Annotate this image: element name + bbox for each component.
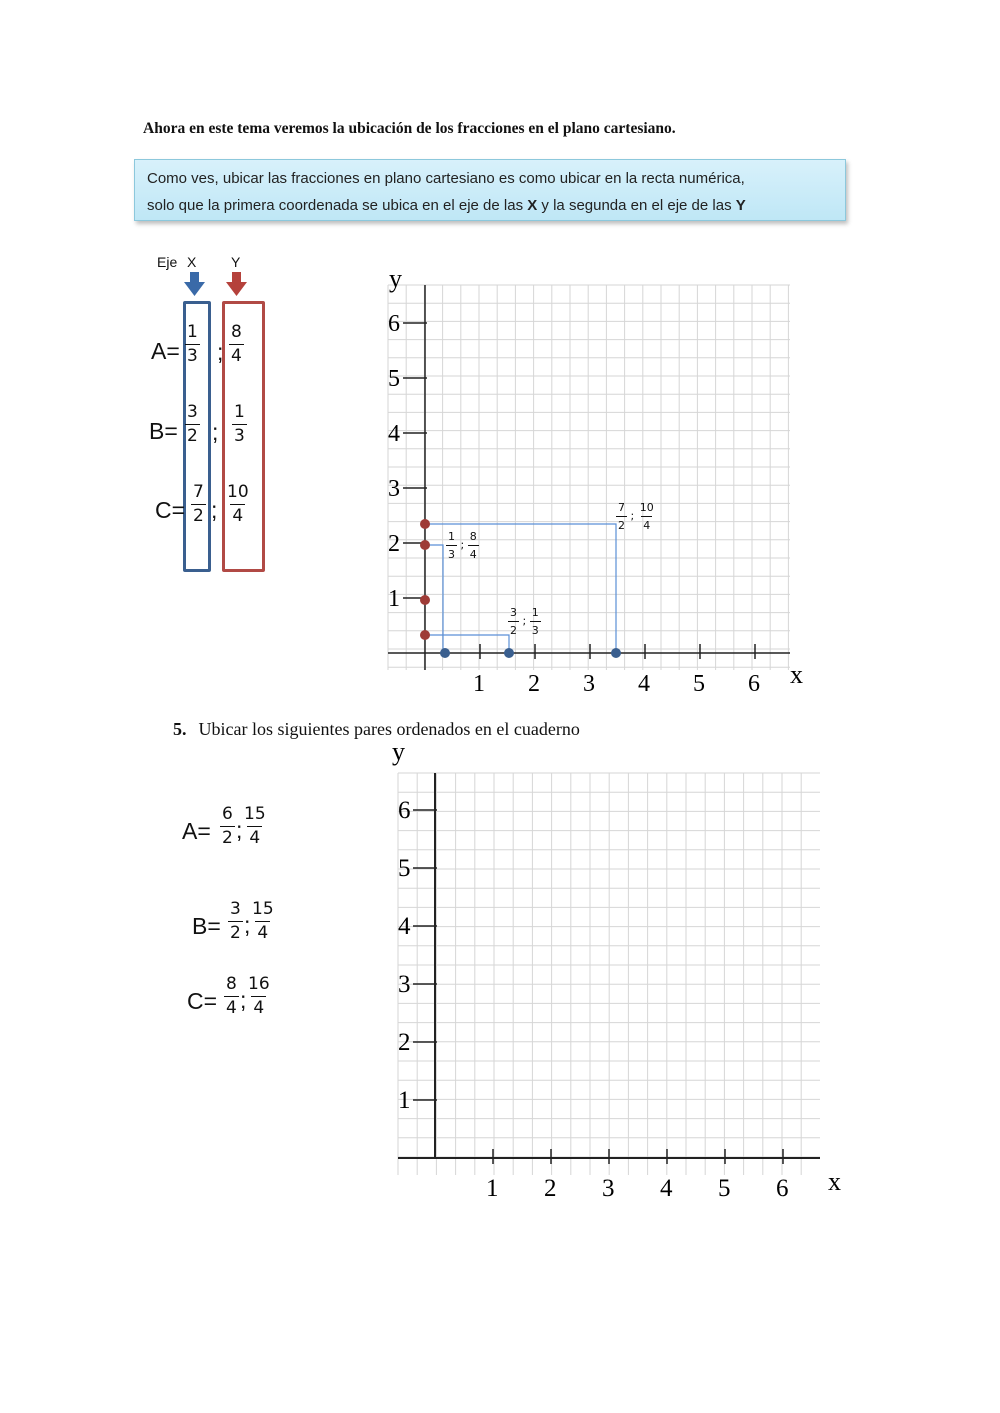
point-label: C= xyxy=(155,497,186,523)
x-fraction: $\frac{3}{2}$ xyxy=(187,402,198,446)
x-tick-label: 4 xyxy=(638,671,650,697)
page-title: Ahora en este tema veremos la ubicación de los fracciones en el plano cartesiano. xyxy=(143,120,676,137)
x-fraction: $\frac{6}{2}$ xyxy=(222,804,233,848)
y-fraction: $\frac{15}{4}$ xyxy=(244,804,266,848)
y-axis-label: y xyxy=(389,264,402,293)
arrow-icons xyxy=(180,270,270,300)
x-tick-label: 6 xyxy=(748,671,760,697)
arrow-down-icon-y xyxy=(226,272,247,296)
y-fraction: $\frac{15}{4}$ xyxy=(252,899,274,943)
x-fraction: $\frac{8}{4}$ xyxy=(226,974,237,1018)
y-fraction: $\frac{16}{4}$ xyxy=(248,974,270,1018)
y-tick-label: 6 xyxy=(388,311,400,337)
y-tick-label: 1 xyxy=(388,586,400,612)
x-fraction: $\frac{3}{2}$ xyxy=(230,899,241,943)
x-tick-label: 2 xyxy=(544,1175,557,1202)
annotation-a: $\frac{1}{3}$ ; $\frac{8}{4}$ xyxy=(448,530,477,561)
legend-eje: Eje xyxy=(157,254,178,270)
point-x-a xyxy=(440,648,450,658)
x-tick-label: 5 xyxy=(718,1175,731,1202)
point-label: A= xyxy=(182,818,211,844)
point-x-c xyxy=(611,648,621,658)
y-tick-label: 2 xyxy=(388,531,400,557)
guide-b xyxy=(425,635,509,653)
point-y-b-ref xyxy=(420,595,430,605)
grid xyxy=(398,773,820,1175)
callout-line-1: Como ves, ubicar las fracciones en plano cartesiano es como ubicar en la recta numérica, xyxy=(147,170,745,187)
annotation-b: $\frac{3}{2}$ ; $\frac{1}{3}$ xyxy=(510,606,539,637)
y-fraction: $\frac{8}{4}$ xyxy=(231,322,242,366)
grid xyxy=(388,285,790,670)
point-label: A= xyxy=(151,338,180,364)
point-label: B= xyxy=(149,418,178,444)
x-tick-label: 6 xyxy=(776,1175,789,1202)
x-tick-label: 1 xyxy=(473,671,485,697)
point-y-b xyxy=(420,630,430,640)
x-axis-label: x xyxy=(828,1167,841,1196)
cartesian-plane-exercise xyxy=(380,740,860,1210)
point-y-c xyxy=(420,519,430,529)
x-tick-label: 1 xyxy=(486,1175,499,1202)
annotation-c: $\frac{7}{2}$ ; $\frac{10}{4}$ xyxy=(618,501,654,532)
callout-y: Y xyxy=(735,197,746,214)
separator: ; xyxy=(236,817,243,843)
callout-line-2 xyxy=(147,192,833,219)
x-tick-label: 2 xyxy=(528,671,540,697)
info-callout xyxy=(134,159,846,221)
arrow-down-icon-x xyxy=(184,272,205,296)
y-tick-label: 4 xyxy=(388,421,400,447)
exercise-text: Ubicar los siguientes pares ordenados en el cuaderno xyxy=(198,719,580,739)
cartesian-plane-example xyxy=(370,255,820,700)
exercise-heading xyxy=(173,719,580,740)
point-label: C= xyxy=(187,988,218,1014)
y-tick-label: 4 xyxy=(398,913,411,940)
y-tick-label: 1 xyxy=(398,1087,411,1114)
y-tick-label: 3 xyxy=(388,476,400,502)
y-fraction: $\frac{1}{3}$ xyxy=(234,402,245,446)
x-tick-label: 4 xyxy=(660,1175,673,1202)
x-tick-label: 5 xyxy=(693,671,705,697)
separator: ; xyxy=(244,912,251,938)
separator: ; xyxy=(217,339,224,365)
y-axis-label: y xyxy=(392,740,405,766)
separator: ; xyxy=(212,419,219,445)
y-tick-label: 6 xyxy=(398,797,411,824)
point-y-a xyxy=(420,540,430,550)
x-fraction: $\frac{7}{2}$ xyxy=(193,482,204,526)
x-axis-label: x xyxy=(790,660,803,689)
x-tick-label: 3 xyxy=(602,1175,615,1202)
legend-y: Y xyxy=(231,254,241,270)
axis-ticks xyxy=(388,311,760,697)
legend-x: X xyxy=(187,254,197,270)
x-tick-label: 3 xyxy=(583,671,595,697)
separator: ; xyxy=(211,497,218,523)
point-x-b xyxy=(504,648,514,658)
x-fraction: $\frac{1}{3}$ xyxy=(187,322,198,366)
exercise-number: 5. xyxy=(173,719,187,739)
point-label: B= xyxy=(192,913,221,939)
separator: ; xyxy=(240,987,247,1013)
callout-x: X xyxy=(527,197,538,214)
y-tick-label: 3 xyxy=(398,971,411,998)
axis-ticks xyxy=(398,797,789,1202)
y-tick-label: 2 xyxy=(398,1029,411,1056)
callout-text-b: y la segunda en el eje de las xyxy=(537,197,736,214)
y-fraction: $\frac{10}{4}$ xyxy=(227,482,249,526)
y-tick-label: 5 xyxy=(398,855,411,882)
y-tick-label: 5 xyxy=(388,366,400,392)
callout-text-a: solo que la primera coordenada se ubica en el eje de las xyxy=(147,197,528,214)
